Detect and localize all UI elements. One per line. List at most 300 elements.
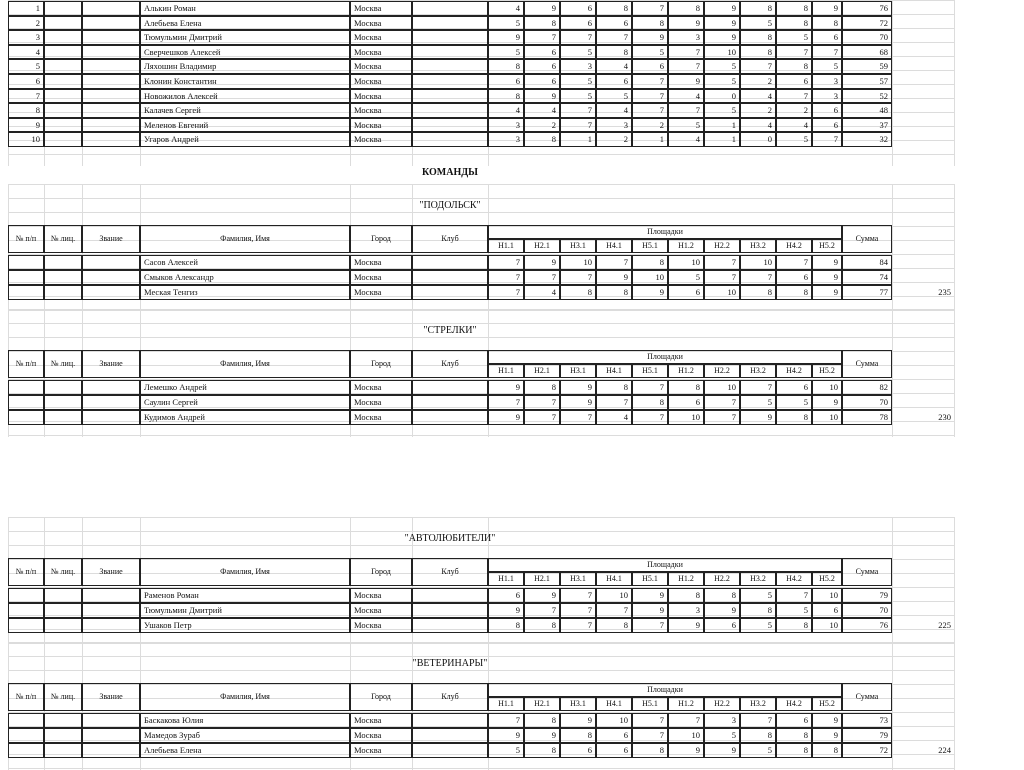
individual-row-rank-cell — [82, 59, 140, 74]
team-member-row-name-cell: Меская Тенгиз — [140, 285, 350, 300]
header-no: № п/п — [8, 225, 44, 253]
sheet-gridline — [8, 435, 954, 436]
individual-row-score-cell: 3 — [560, 59, 596, 74]
individual-row-score-cell: 4 — [668, 132, 704, 147]
team-member-row-score-cell: 7 — [632, 410, 668, 425]
individual-row-score-cell: 3 — [812, 74, 842, 89]
header-platform-code: Н5.1 — [632, 572, 668, 586]
sheet-gridline — [8, 545, 954, 546]
header-license: № лиц. — [44, 225, 82, 253]
team-member-row-score-cell: 7 — [488, 713, 524, 728]
individual-row-team-total-cell — [892, 59, 954, 74]
individual-row-score-cell: 7 — [740, 59, 776, 74]
individual-row-score-cell: 5 — [776, 132, 812, 147]
header-platform-code: Н2.1 — [524, 697, 560, 711]
team-member-row-score-cell: 8 — [776, 618, 812, 633]
individual-row-score-cell: 5 — [488, 16, 524, 31]
team-member-row-score-cell: 7 — [596, 255, 632, 270]
individual-row-score-cell: 5 — [488, 45, 524, 60]
team-member-row-license-cell — [44, 395, 82, 410]
team-member-row-score-cell: 10 — [632, 270, 668, 285]
header-platform-code: Н2.2 — [704, 239, 740, 253]
team-member-row-score-cell: 10 — [740, 255, 776, 270]
header-platform-code: Н2.1 — [524, 239, 560, 253]
team-member-row-name-cell: Смыков Александр — [140, 270, 350, 285]
team-member-row-score-cell: 7 — [560, 270, 596, 285]
individual-row-score-cell: 2 — [740, 103, 776, 118]
team-member-row-score-cell: 7 — [776, 588, 812, 603]
individual-row-no-cell: 1 — [8, 1, 44, 16]
individual-row-sum-cell: 37 — [842, 118, 892, 133]
team-member-row-score-cell: 10 — [668, 728, 704, 743]
header-platforms: Площадки — [488, 350, 842, 364]
individual-row-no-cell: 6 — [8, 74, 44, 89]
team-member-row-score-cell: 8 — [740, 285, 776, 300]
team-member-row-club-cell — [412, 285, 488, 300]
individual-row-score-cell: 3 — [812, 89, 842, 104]
team-member-row-score-cell: 9 — [668, 618, 704, 633]
individual-row-score-cell: 9 — [704, 30, 740, 45]
sheet-gridline — [8, 323, 954, 324]
team-member-row-city-cell: Москва — [350, 728, 412, 743]
team-member-row-license-cell — [44, 380, 82, 395]
team-member-row-name-cell: Алебьева Елена — [140, 743, 350, 758]
team-member-row-city-cell: Москва — [350, 618, 412, 633]
team-member-row-score-cell: 9 — [560, 395, 596, 410]
sheet-gridline — [8, 517, 954, 518]
team-member-row-name-cell: Тюмульмин Дмитрий — [140, 603, 350, 618]
individual-row-team-total-cell — [892, 74, 954, 89]
team-member-row-score-cell: 10 — [812, 410, 842, 425]
individual-row-city-cell: Москва — [350, 45, 412, 60]
team-member-row-team-total-cell: 235 — [938, 287, 951, 298]
team-member-row-rank-cell — [82, 603, 140, 618]
individual-row-score-cell: 2 — [740, 74, 776, 89]
team-member-row-score-cell: 8 — [560, 285, 596, 300]
individual-row-score-cell: 8 — [776, 59, 812, 74]
team-member-row-name-cell: Мамедов Зураб — [140, 728, 350, 743]
team-member-row-score-cell: 8 — [560, 728, 596, 743]
individual-row-score-cell: 6 — [812, 118, 842, 133]
individual-row-no-cell: 10 — [8, 132, 44, 147]
individual-row-score-cell: 5 — [560, 45, 596, 60]
team-member-row-name-cell: Саулин Сергей — [140, 395, 350, 410]
team-member-row-score-cell: 8 — [596, 285, 632, 300]
individual-row-license-cell — [44, 59, 82, 74]
team-member-row-score-cell: 7 — [596, 395, 632, 410]
header-platform-code: Н3.1 — [560, 697, 596, 711]
individual-row-score-cell: 3 — [488, 132, 524, 147]
team-member-row-score-cell: 9 — [596, 270, 632, 285]
individual-row-city-cell: Москва — [350, 74, 412, 89]
header-city: Город — [350, 225, 412, 253]
team-member-row-club-cell — [412, 270, 488, 285]
individual-row-team-total-cell — [892, 89, 954, 104]
team-member-row-name-cell: Кудимов Андрей — [140, 410, 350, 425]
team-member-row-score-cell: 5 — [740, 588, 776, 603]
team-member-row-score-cell: 9 — [524, 255, 560, 270]
individual-row-score-cell: 4 — [668, 89, 704, 104]
individual-row-score-cell: 6 — [524, 74, 560, 89]
individual-row-no-cell: 9 — [8, 118, 44, 133]
individual-row-license-cell — [44, 103, 82, 118]
team-member-row-name-cell: Сасов Алексей — [140, 255, 350, 270]
team-member-row-score-cell: 5 — [488, 743, 524, 758]
team-member-row-city-cell: Москва — [350, 285, 412, 300]
team-member-row-city-cell: Москва — [350, 713, 412, 728]
team-member-row-club-cell — [412, 603, 488, 618]
individual-row-license-cell — [44, 89, 82, 104]
team-member-row-city-cell: Москва — [350, 588, 412, 603]
header-platform-code: Н3.2 — [740, 697, 776, 711]
individual-row-score-cell: 5 — [704, 74, 740, 89]
individual-row-score-cell: 8 — [740, 45, 776, 60]
team-member-row-license-cell — [44, 410, 82, 425]
team-member-row-score-cell: 8 — [488, 618, 524, 633]
team-member-row-score-cell: 7 — [524, 410, 560, 425]
header-platform-code: Н5.1 — [632, 364, 668, 378]
header-platform-code: Н2.1 — [524, 572, 560, 586]
sheet-gridline — [8, 656, 954, 657]
header-platform-code: Н5.2 — [812, 697, 842, 711]
header-platform-code: Н3.2 — [740, 239, 776, 253]
team-member-row-rank-cell — [82, 588, 140, 603]
individual-row-score-cell: 4 — [596, 59, 632, 74]
header-platform-code: Н4.1 — [596, 239, 632, 253]
team-member-row-score-cell: 10 — [704, 380, 740, 395]
header-platforms: Площадки — [488, 683, 842, 697]
team-member-row-club-cell — [412, 743, 488, 758]
team-member-row-team-total-cell: 230 — [938, 412, 951, 423]
individual-row-city-cell: Москва — [350, 89, 412, 104]
sheet-gridline — [8, 309, 954, 310]
team-member-row-rank-cell — [82, 410, 140, 425]
team-member-row-score-cell: 7 — [524, 603, 560, 618]
team-member-row-score-cell: 3 — [668, 603, 704, 618]
team-member-row-score-cell: 8 — [668, 588, 704, 603]
sheet-gridline — [8, 670, 954, 671]
team-member-row-no-cell — [8, 713, 44, 728]
team-member-row-score-cell: 9 — [488, 380, 524, 395]
team-member-row-score-cell: 6 — [488, 588, 524, 603]
team-member-row-score-cell: 9 — [488, 603, 524, 618]
team-member-row-club-cell — [412, 713, 488, 728]
header-platform-code: Н1.1 — [488, 572, 524, 586]
individual-row-sum-cell: 70 — [842, 30, 892, 45]
individual-row-license-cell — [44, 45, 82, 60]
individual-row-rank-cell — [82, 89, 140, 104]
team-member-row-club-cell — [412, 728, 488, 743]
team-member-row-sum-cell: 72 — [842, 743, 892, 758]
individual-row-score-cell: 9 — [704, 16, 740, 31]
header-platform-code: Н1.2 — [668, 572, 704, 586]
header-platform-code: Н5.1 — [632, 697, 668, 711]
header-platform-code: Н5.2 — [812, 364, 842, 378]
team-member-row-team-total-cell — [892, 603, 954, 618]
header-city: Город — [350, 350, 412, 378]
header-rank: Звание — [82, 225, 140, 253]
team-member-row-score-cell: 6 — [776, 380, 812, 395]
team-member-row-score-cell: 6 — [704, 618, 740, 633]
individual-row-city-cell: Москва — [350, 1, 412, 16]
team-member-row-no-cell — [8, 380, 44, 395]
sheet-gridline — [954, 309, 955, 437]
individual-row-team-total-cell — [892, 30, 954, 45]
team-member-row-score-cell: 5 — [776, 603, 812, 618]
individual-row-score-cell: 9 — [524, 1, 560, 16]
individual-row-score-cell: 2 — [524, 118, 560, 133]
individual-row-name-cell: Калачев Сергей — [140, 103, 350, 118]
team-member-row-city-cell: Москва — [350, 395, 412, 410]
team-member-row-score-cell: 6 — [776, 713, 812, 728]
individual-row-score-cell: 7 — [812, 45, 842, 60]
team-member-row-score-cell: 10 — [596, 588, 632, 603]
header-platforms: Площадки — [488, 225, 842, 239]
team-member-row-score-cell: 6 — [596, 743, 632, 758]
team-member-row-team-total-cell — [892, 270, 954, 285]
team-member-row-no-cell — [8, 728, 44, 743]
sheet-gridline — [8, 212, 954, 213]
individual-row-score-cell: 5 — [632, 45, 668, 60]
team-member-row-no-cell — [8, 588, 44, 603]
individual-row-name-cell: Алебьева Елена — [140, 16, 350, 31]
team-member-row-rank-cell — [82, 395, 140, 410]
team-member-row-score-cell: 4 — [596, 410, 632, 425]
sheet-gridline — [8, 642, 954, 643]
individual-row-team-total-cell — [892, 118, 954, 133]
sheet-gridline — [8, 768, 954, 769]
individual-row-score-cell: 5 — [560, 89, 596, 104]
team-member-row-team-total-cell: 225 — [938, 620, 951, 631]
individual-row-score-cell: 9 — [668, 74, 704, 89]
header-platform-code: Н1.2 — [668, 697, 704, 711]
header-name: Фамилия, Имя — [140, 558, 350, 586]
header-platform-code: Н3.1 — [560, 239, 596, 253]
team-member-row-score-cell: 8 — [524, 743, 560, 758]
header-rank: Звание — [82, 558, 140, 586]
team-member-row-score-cell: 5 — [740, 743, 776, 758]
sheet-gridline — [8, 198, 954, 199]
individual-row-club-cell — [412, 30, 488, 45]
team-member-row-license-cell — [44, 603, 82, 618]
team-member-row-score-cell: 9 — [812, 713, 842, 728]
header-platform-code: Н1.1 — [488, 364, 524, 378]
individual-row-name-cell: Ляхошин Владимир — [140, 59, 350, 74]
individual-row-score-cell: 4 — [596, 103, 632, 118]
team-member-row-score-cell: 10 — [704, 285, 740, 300]
individual-row-rank-cell — [82, 30, 140, 45]
team-member-row-club-cell — [412, 380, 488, 395]
header-club: Клуб — [412, 350, 488, 378]
team-member-row-city-cell: Москва — [350, 380, 412, 395]
individual-row-no-cell: 2 — [8, 16, 44, 31]
team-member-row-license-cell — [44, 270, 82, 285]
team-member-row-score-cell: 9 — [632, 285, 668, 300]
individual-row-name-cell: Сверчешков Алексей — [140, 45, 350, 60]
team-member-row-name-cell: Баскакова Юлия — [140, 713, 350, 728]
individual-row-score-cell: 9 — [704, 1, 740, 16]
individual-row-score-cell: 6 — [560, 16, 596, 31]
individual-row-score-cell: 7 — [632, 103, 668, 118]
header-no: № п/п — [8, 350, 44, 378]
sheet-gridline — [954, 642, 955, 770]
individual-row-score-cell: 3 — [668, 30, 704, 45]
individual-row-score-cell: 9 — [524, 89, 560, 104]
individual-row-city-cell: Москва — [350, 30, 412, 45]
team-member-row-rank-cell — [82, 380, 140, 395]
team-member-row-score-cell: 7 — [740, 713, 776, 728]
team-member-row-team-total-cell — [892, 395, 954, 410]
team-member-row-score-cell: 7 — [488, 255, 524, 270]
header-platform-code: Н2.2 — [704, 364, 740, 378]
individual-row-score-cell: 4 — [740, 89, 776, 104]
individual-row-name-cell: Меленов Евгений — [140, 118, 350, 133]
individual-row-score-cell: 8 — [524, 132, 560, 147]
individual-row-score-cell: 7 — [596, 30, 632, 45]
individual-row-license-cell — [44, 16, 82, 31]
individual-row-score-cell: 9 — [668, 16, 704, 31]
individual-row-score-cell: 7 — [560, 103, 596, 118]
individual-row-rank-cell — [82, 74, 140, 89]
team-member-row-score-cell: 10 — [668, 410, 704, 425]
individual-row-name-cell: Новожилов Алексей — [140, 89, 350, 104]
individual-row-score-cell: 1 — [560, 132, 596, 147]
individual-row-name-cell: Угаров Андрей — [140, 132, 350, 147]
individual-row-score-cell: 4 — [776, 118, 812, 133]
team-member-row-score-cell: 7 — [776, 255, 812, 270]
header-name: Фамилия, Имя — [140, 350, 350, 378]
individual-row-score-cell: 7 — [776, 89, 812, 104]
individual-row-team-total-cell — [892, 103, 954, 118]
header-sum: Сумма — [842, 225, 892, 253]
individual-row-club-cell — [412, 132, 488, 147]
team-member-row-score-cell: 7 — [488, 395, 524, 410]
individual-row-score-cell: 5 — [740, 16, 776, 31]
header-sum: Сумма — [842, 558, 892, 586]
header-platforms: Площадки — [488, 558, 842, 572]
team-member-row-city-cell: Москва — [350, 255, 412, 270]
team-member-row-license-cell — [44, 743, 82, 758]
individual-row-club-cell — [412, 45, 488, 60]
header-platform-code: Н3.2 — [740, 572, 776, 586]
individual-row-score-cell: 8 — [740, 1, 776, 16]
team-member-row-score-cell: 9 — [524, 588, 560, 603]
team-member-row-score-cell: 5 — [704, 728, 740, 743]
team-member-row-license-cell — [44, 713, 82, 728]
header-platform-code: Н3.1 — [560, 572, 596, 586]
individual-row-score-cell: 10 — [704, 45, 740, 60]
individual-row-city-cell: Москва — [350, 103, 412, 118]
team-member-row-score-cell: 7 — [632, 728, 668, 743]
team-member-row-score-cell: 8 — [776, 285, 812, 300]
individual-row-club-cell — [412, 118, 488, 133]
team-member-row-score-cell: 10 — [668, 255, 704, 270]
individual-row-score-cell: 3 — [488, 118, 524, 133]
team-member-row-score-cell: 7 — [740, 270, 776, 285]
header-name: Фамилия, Имя — [140, 683, 350, 711]
individual-row-city-cell: Москва — [350, 16, 412, 31]
individual-row-score-cell: 8 — [488, 59, 524, 74]
team-member-row-score-cell: 8 — [776, 410, 812, 425]
individual-row-score-cell: 5 — [560, 74, 596, 89]
individual-row-score-cell: 8 — [740, 30, 776, 45]
individual-row-score-cell: 7 — [632, 89, 668, 104]
individual-row-no-cell: 4 — [8, 45, 44, 60]
individual-row-no-cell: 8 — [8, 103, 44, 118]
individual-row-score-cell: 4 — [488, 1, 524, 16]
individual-row-score-cell: 0 — [740, 132, 776, 147]
team-member-row-rank-cell — [82, 618, 140, 633]
team-member-row-sum-cell: 84 — [842, 255, 892, 270]
team-member-row-score-cell: 7 — [560, 618, 596, 633]
team-member-row-city-cell: Москва — [350, 410, 412, 425]
team-member-row-score-cell: 6 — [668, 395, 704, 410]
individual-row-score-cell: 5 — [812, 59, 842, 74]
individual-row-rank-cell — [82, 103, 140, 118]
header-club: Клуб — [412, 225, 488, 253]
team-member-row-score-cell: 6 — [776, 270, 812, 285]
individual-row-license-cell — [44, 1, 82, 16]
individual-row-score-cell: 8 — [596, 1, 632, 16]
individual-row-team-total-cell — [892, 16, 954, 31]
team-member-row-team-total-cell — [892, 728, 954, 743]
team-member-row-rank-cell — [82, 255, 140, 270]
team-member-row-score-cell: 10 — [812, 380, 842, 395]
team-member-row-score-cell: 9 — [812, 270, 842, 285]
team-member-row-license-cell — [44, 618, 82, 633]
header-platform-code: Н4.2 — [776, 239, 812, 253]
individual-row-score-cell: 6 — [524, 45, 560, 60]
team-member-row-team-total-cell — [892, 255, 954, 270]
team-member-row-sum-cell: 74 — [842, 270, 892, 285]
team-member-row-score-cell: 5 — [740, 395, 776, 410]
individual-row-score-cell: 6 — [560, 1, 596, 16]
team-member-row-score-cell: 7 — [740, 380, 776, 395]
individual-row-license-cell — [44, 74, 82, 89]
individual-row-score-cell: 7 — [668, 45, 704, 60]
team-member-row-city-cell: Москва — [350, 603, 412, 618]
individual-row-score-cell: 8 — [668, 1, 704, 16]
team-member-row-team-total-cell — [892, 588, 954, 603]
header-rank: Звание — [82, 683, 140, 711]
team-member-row-score-cell: 9 — [632, 588, 668, 603]
sheet-gridline — [954, 0, 955, 166]
team-member-row-score-cell: 9 — [740, 410, 776, 425]
team-member-row-no-cell — [8, 270, 44, 285]
header-platform-code: Н5.2 — [812, 239, 842, 253]
individual-row-license-cell — [44, 118, 82, 133]
individual-row-score-cell: 7 — [668, 103, 704, 118]
individual-row-sum-cell: 59 — [842, 59, 892, 74]
team-member-row-license-cell — [44, 255, 82, 270]
sheet-gridline — [954, 517, 955, 645]
team-member-row-score-cell: 6 — [560, 743, 596, 758]
team-member-row-score-cell: 9 — [488, 728, 524, 743]
sheet-gridline — [8, 337, 954, 338]
individual-row-score-cell: 5 — [776, 30, 812, 45]
team-member-row-sum-cell: 73 — [842, 713, 892, 728]
individual-row-team-total-cell — [892, 45, 954, 60]
team-member-row-license-cell — [44, 285, 82, 300]
individual-row-club-cell — [412, 1, 488, 16]
individual-row-score-cell: 6 — [596, 74, 632, 89]
team-member-row-score-cell: 8 — [668, 380, 704, 395]
individual-row-name-cell: Клонин Константин — [140, 74, 350, 89]
individual-row-score-cell: 4 — [524, 103, 560, 118]
individual-row-score-cell: 2 — [632, 118, 668, 133]
individual-row-team-total-cell — [892, 132, 954, 147]
header-license: № лиц. — [44, 350, 82, 378]
